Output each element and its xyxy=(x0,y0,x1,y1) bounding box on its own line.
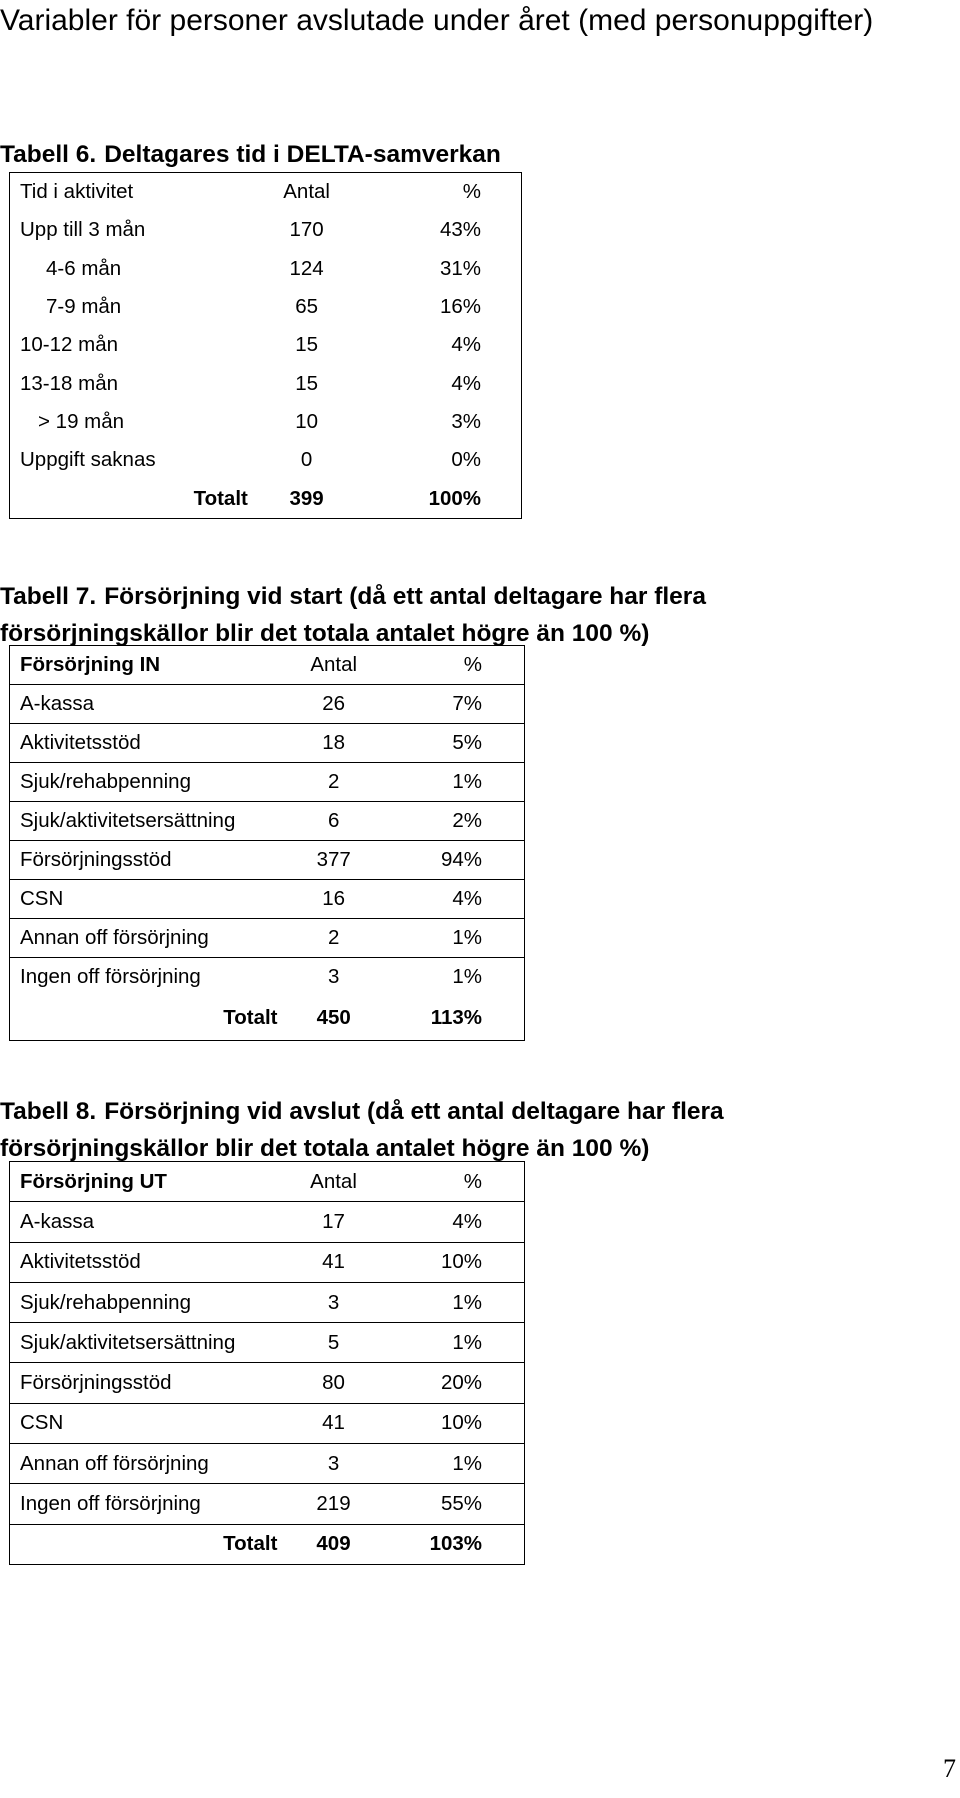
row-pct: 5% xyxy=(380,724,525,763)
table-row xyxy=(10,763,525,802)
table-row xyxy=(10,1403,525,1443)
table-row xyxy=(10,403,522,441)
table7-caption-label: Tabell 7. xyxy=(0,583,97,610)
table-row xyxy=(10,685,525,724)
row-label: Sjuk/rehabpenning xyxy=(10,1282,288,1322)
table-row xyxy=(10,1484,525,1524)
table-row xyxy=(10,211,522,249)
row-pct: 1% xyxy=(380,1282,525,1322)
row-count: 16 xyxy=(288,880,380,919)
row-pct: 55% xyxy=(380,1484,525,1524)
row-count: 3 xyxy=(287,1444,379,1484)
row-label: Sjuk/aktivitetsersättning xyxy=(10,802,288,841)
row-count: 124 xyxy=(289,256,324,280)
row-label: Uppgift saknas xyxy=(20,448,156,472)
row-count: 0 xyxy=(300,448,313,472)
row-pct: 1% xyxy=(380,1444,525,1484)
table-row xyxy=(10,288,522,326)
row-count: 2 xyxy=(288,919,380,958)
table6-total-row xyxy=(10,479,522,518)
row-pct: 1% xyxy=(380,919,525,958)
row-pct: 16% xyxy=(439,295,481,319)
row-count: 17 xyxy=(287,1202,379,1242)
row-count: 3 xyxy=(327,965,340,988)
row-label: 10-12 mån xyxy=(20,333,119,357)
row-pct: 0% xyxy=(451,448,481,472)
row-label: Annan off försörjning xyxy=(10,919,288,958)
row-count: 2 xyxy=(288,763,380,802)
row-label: Sjuk/rehabpenning xyxy=(10,763,288,802)
table6 xyxy=(9,172,522,519)
table-row xyxy=(10,841,525,880)
row-count: 65 xyxy=(295,295,319,319)
table7-caption-text2: försörjningskällor blir det totala antalet högre än 100 %) xyxy=(0,620,650,647)
table8-header-label: Försörjning UT xyxy=(10,1162,288,1202)
row-pct: 2% xyxy=(380,802,525,841)
row-count: 6 xyxy=(288,802,380,841)
row-pct: 31% xyxy=(439,256,481,280)
total-pct: 113% xyxy=(430,1006,482,1029)
row-count: 10 xyxy=(295,409,319,433)
row-count: 5 xyxy=(287,1323,379,1363)
table-row xyxy=(10,724,525,763)
table7 xyxy=(9,645,525,1041)
row-pct: 7% xyxy=(380,685,525,724)
table7-header-count: Antal xyxy=(288,646,380,685)
table-row xyxy=(10,1202,525,1242)
row-label: Annan off försörjning xyxy=(10,1444,288,1484)
table-row xyxy=(10,958,525,997)
table7-header-row xyxy=(10,646,525,685)
row-label: Aktivitetsstöd xyxy=(10,724,288,763)
table-row xyxy=(10,880,525,919)
row-label: > 19 mån xyxy=(38,409,125,433)
table-row xyxy=(10,1444,525,1484)
table-row xyxy=(10,919,525,958)
page-title: Variabler för personer avslutade under året (med personuppgifter) xyxy=(0,4,874,37)
row-pct: 1% xyxy=(380,1323,525,1363)
row-label: Ingen off försörjning xyxy=(10,1484,288,1524)
table7-caption xyxy=(0,578,940,652)
row-count: 219 xyxy=(287,1484,379,1524)
row-pct: 10% xyxy=(380,1242,525,1282)
total-count: 399 xyxy=(289,486,324,510)
row-count: 41 xyxy=(287,1403,379,1443)
row-count: 41 xyxy=(287,1242,379,1282)
total-label: Totalt xyxy=(223,1532,278,1556)
row-label: Försörjningsstöd xyxy=(10,841,288,880)
row-count: 15 xyxy=(295,333,319,357)
table6-header-pct: % xyxy=(462,180,481,204)
row-label: Aktivitetsstöd xyxy=(10,1242,288,1282)
row-count: 80 xyxy=(287,1363,379,1403)
row-count: 26 xyxy=(288,685,380,724)
row-pct: 4% xyxy=(380,1202,525,1242)
total-label: Totalt xyxy=(193,486,248,510)
row-label: Ingen off försörjning xyxy=(20,965,201,988)
row-count: 3 xyxy=(287,1282,379,1322)
table7-header-label: Försörjning IN xyxy=(10,646,288,685)
table6-caption xyxy=(0,136,940,173)
table8-header-count: Antal xyxy=(287,1162,379,1202)
row-pct: 20% xyxy=(380,1363,525,1403)
row-count: 170 xyxy=(289,218,324,242)
table8-header-pct: % xyxy=(380,1162,525,1202)
row-label: CSN xyxy=(10,1403,288,1443)
row-label: Försörjningsstöd xyxy=(10,1363,288,1403)
table-row xyxy=(10,1323,525,1363)
table7-total-row xyxy=(10,996,525,1041)
table8-caption-text2: försörjningskällor blir det totala antalet högre än 100 %) xyxy=(0,1135,650,1162)
table6-header-row xyxy=(10,173,522,212)
row-pct: 10% xyxy=(380,1403,525,1443)
table-row xyxy=(10,802,525,841)
row-label: CSN xyxy=(10,880,288,919)
row-pct: 4% xyxy=(380,880,525,919)
row-pct: 94% xyxy=(380,841,525,880)
row-pct: 1% xyxy=(452,965,482,988)
table8-header-row xyxy=(10,1162,525,1202)
row-label: A-kassa xyxy=(10,685,288,724)
total-label: Totalt xyxy=(223,1006,278,1029)
table8-total-row xyxy=(10,1524,525,1564)
table8-caption-text: Försörjning vid avslut (då ett antal deltagare har flera xyxy=(104,1098,724,1125)
table-row xyxy=(10,1242,525,1282)
total-pct: 103% xyxy=(429,1532,482,1556)
row-pct: 4% xyxy=(451,333,481,357)
row-pct: 43% xyxy=(439,218,481,242)
total-count: 409 xyxy=(316,1532,351,1556)
table-row xyxy=(10,326,522,364)
row-label: A-kassa xyxy=(10,1202,288,1242)
table6-header-count: Antal xyxy=(283,180,330,204)
row-pct: 3% xyxy=(451,409,481,433)
table-row xyxy=(10,1363,525,1403)
table6-caption-label: Tabell 6. xyxy=(0,141,97,168)
row-label: 4-6 mån xyxy=(46,256,122,280)
row-label: Sjuk/aktivitetsersättning xyxy=(10,1323,288,1363)
table8-caption-label: Tabell 8. xyxy=(0,1098,97,1125)
table7-caption-text: Försörjning vid start (då ett antal deltagare har flera xyxy=(104,583,706,610)
table-row xyxy=(10,250,522,288)
table6-caption-text: Deltagares tid i DELTA-samverkan xyxy=(104,141,501,168)
row-label: 7-9 mån xyxy=(46,295,122,319)
table8-caption xyxy=(0,1093,940,1167)
row-pct: 4% xyxy=(451,371,481,395)
row-label: Upp till 3 mån xyxy=(20,218,146,242)
table6-header-label: Tid i aktivitet xyxy=(20,180,134,204)
row-label: 13-18 mån xyxy=(20,371,119,395)
table8 xyxy=(9,1161,525,1565)
row-count: 377 xyxy=(288,841,380,880)
page-number: 7 xyxy=(943,1754,956,1783)
table-row xyxy=(10,441,522,479)
row-count: 18 xyxy=(288,724,380,763)
total-pct: 100% xyxy=(428,486,481,510)
row-pct: 1% xyxy=(380,763,525,802)
total-count: 450 xyxy=(316,1006,351,1029)
row-count: 15 xyxy=(295,371,319,395)
table-row xyxy=(10,364,522,402)
table-row xyxy=(10,1282,525,1322)
table7-header-pct: % xyxy=(380,646,525,685)
